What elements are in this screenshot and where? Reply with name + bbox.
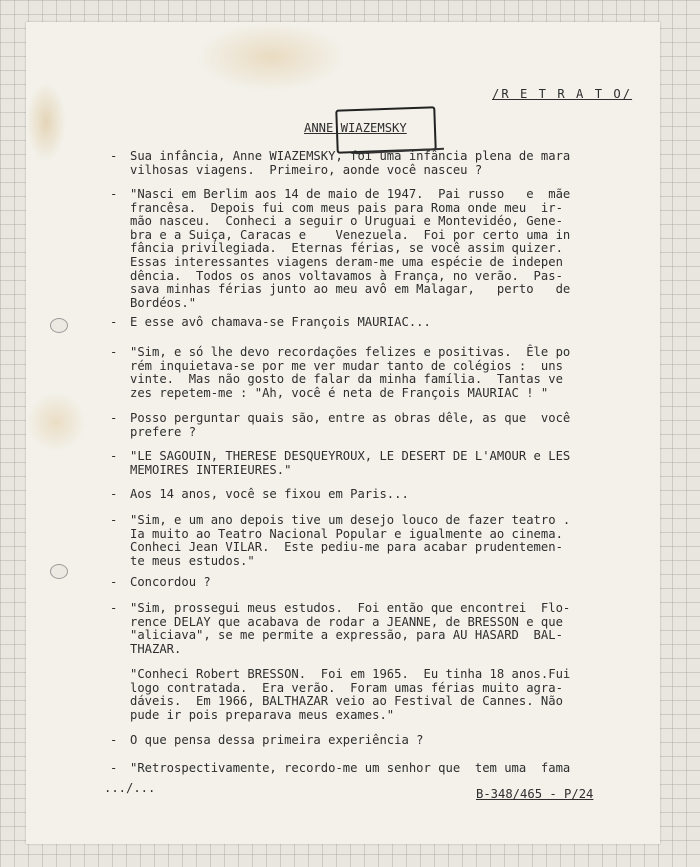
text-line: Conheci Jean VILAR. Este pediu-me para acabar prudentemen-	[130, 540, 563, 555]
paragraph-dash: -	[110, 411, 118, 425]
text-line: "Sim, e só lhe devo recordações felizes e positivas. Êle po	[130, 345, 571, 359]
text-line: "LE SAGOUIN, THERESE DESQUEYROUX, LE DESERT DE L'AMOUR e LES	[130, 449, 571, 463]
text-line: "Sim, prossegui meus estudos. Foi então que encontrei Flo-	[130, 601, 571, 615]
text-line: bra e a Suiça, Caracas e Venezuela. Foi por certo uma in	[130, 227, 571, 242]
page-reference: B-348/465 - P/24	[476, 787, 594, 801]
punch-hole	[50, 318, 68, 333]
text-line: "Nasci em Berlim aos 14 de maio de 1947. Pai russo e mãe	[130, 187, 571, 201]
text-line: zes repetem-me : "Ah, você é neta de François MAURIAC ! "	[130, 385, 549, 400]
text-line: "Retrospectivamente, recordo-me um senhor que tem uma fama	[130, 761, 571, 775]
text-line: sava minhas férias junto ao meu avô em Malagar, perto de	[130, 282, 571, 297]
text-line: dáveis. Em 1966, BALTHAZAR veio ao Festival de Cannes. Não	[130, 694, 563, 709]
text-line: "aliciava", se me permite a expressão, para AU HASARD BAL-	[130, 628, 563, 643]
paragraph-dash: -	[110, 149, 118, 163]
text-line: rém inquietava-se por me ver mudar tanto de colégios : uns	[130, 358, 563, 373]
paragraph-dash: -	[110, 601, 118, 615]
text-line: MEMOIRES INTERIEURES."	[130, 462, 292, 477]
text-line: rence DELAY que acabava de rodar a JEANNE, de BRESSON e que	[130, 614, 563, 629]
text-line: Sua infância, Anne WIAZEMSKY, foi uma infância plena de mara	[130, 149, 571, 163]
text-line: Bordéos."	[130, 295, 197, 310]
paragraph-dash: -	[110, 575, 118, 589]
text-line: Essas interessantes viagens deram-me uma espécie de indepen	[130, 255, 563, 269]
paper-stain	[196, 22, 346, 92]
text-line: E esse avô chamava-se François MAURIAC...	[130, 315, 431, 329]
paragraph-dash: -	[110, 733, 118, 747]
punch-hole	[50, 564, 68, 579]
text-line: te meus estudos."	[130, 553, 255, 568]
text-line: Aos 14 anos, você se fixou em Paris...	[130, 487, 409, 501]
text-line: pude ir pois preparava meus exames."	[130, 707, 395, 722]
paragraph-dash: -	[110, 487, 118, 501]
text-line: fância privilegiada. Eternas férias, se você assim quizer.	[130, 241, 563, 256]
text-line: francêsa. Depois fui com meus pais para Roma onde meu ir-	[130, 200, 563, 215]
text-line: dência. Todos os anos voltavamos à França, no verão. Pas-	[130, 268, 563, 283]
text-line: Ia muito ao Teatro Nacional Popular e igualmente ao cinema.	[130, 526, 563, 541]
text-line: Posso perguntar quais são, entre as obras dêle, as que você	[130, 411, 571, 425]
continuation-mark: .../...	[104, 781, 156, 795]
paper-stain	[26, 82, 66, 162]
paragraph-dash: -	[110, 449, 118, 463]
document-page	[26, 22, 660, 844]
text-line: THAZAR.	[130, 641, 182, 656]
text-line: vilhosas viagens. Primeiro, aonde você nasceu ?	[130, 162, 483, 177]
paper-stain	[26, 392, 86, 452]
text-line: "Conheci Robert BRESSON. Foi em 1965. Eu tinha 18 anos.Fui	[130, 667, 571, 681]
text-line: vinte. Mas não gosto de falar da minha família. Tantas ve	[130, 372, 563, 387]
document-title: ANNE WIAZEMSKY	[304, 121, 407, 135]
text-line: mão nasceu. Conheci a seguir o Uruguai e Montevidéo, Gene-	[130, 214, 563, 229]
paragraph-dash: -	[110, 513, 118, 527]
text-line: Concordou ?	[130, 575, 211, 589]
paragraph-dash: -	[110, 187, 118, 201]
paragraph-dash: -	[110, 315, 118, 329]
text-line: prefere ?	[130, 424, 197, 439]
section-label: /R E T R A T O/	[492, 87, 633, 101]
text-line: "Sim, e um ano depois tive um desejo louco de fazer teatro .	[130, 513, 571, 527]
paragraph-dash: -	[110, 345, 118, 359]
text-line: O que pensa dessa primeira experiência ?	[130, 733, 424, 747]
paragraph-dash: -	[110, 761, 118, 775]
text-line: logo contratada. Era verão. Foram umas férias muito agra-	[130, 680, 563, 695]
